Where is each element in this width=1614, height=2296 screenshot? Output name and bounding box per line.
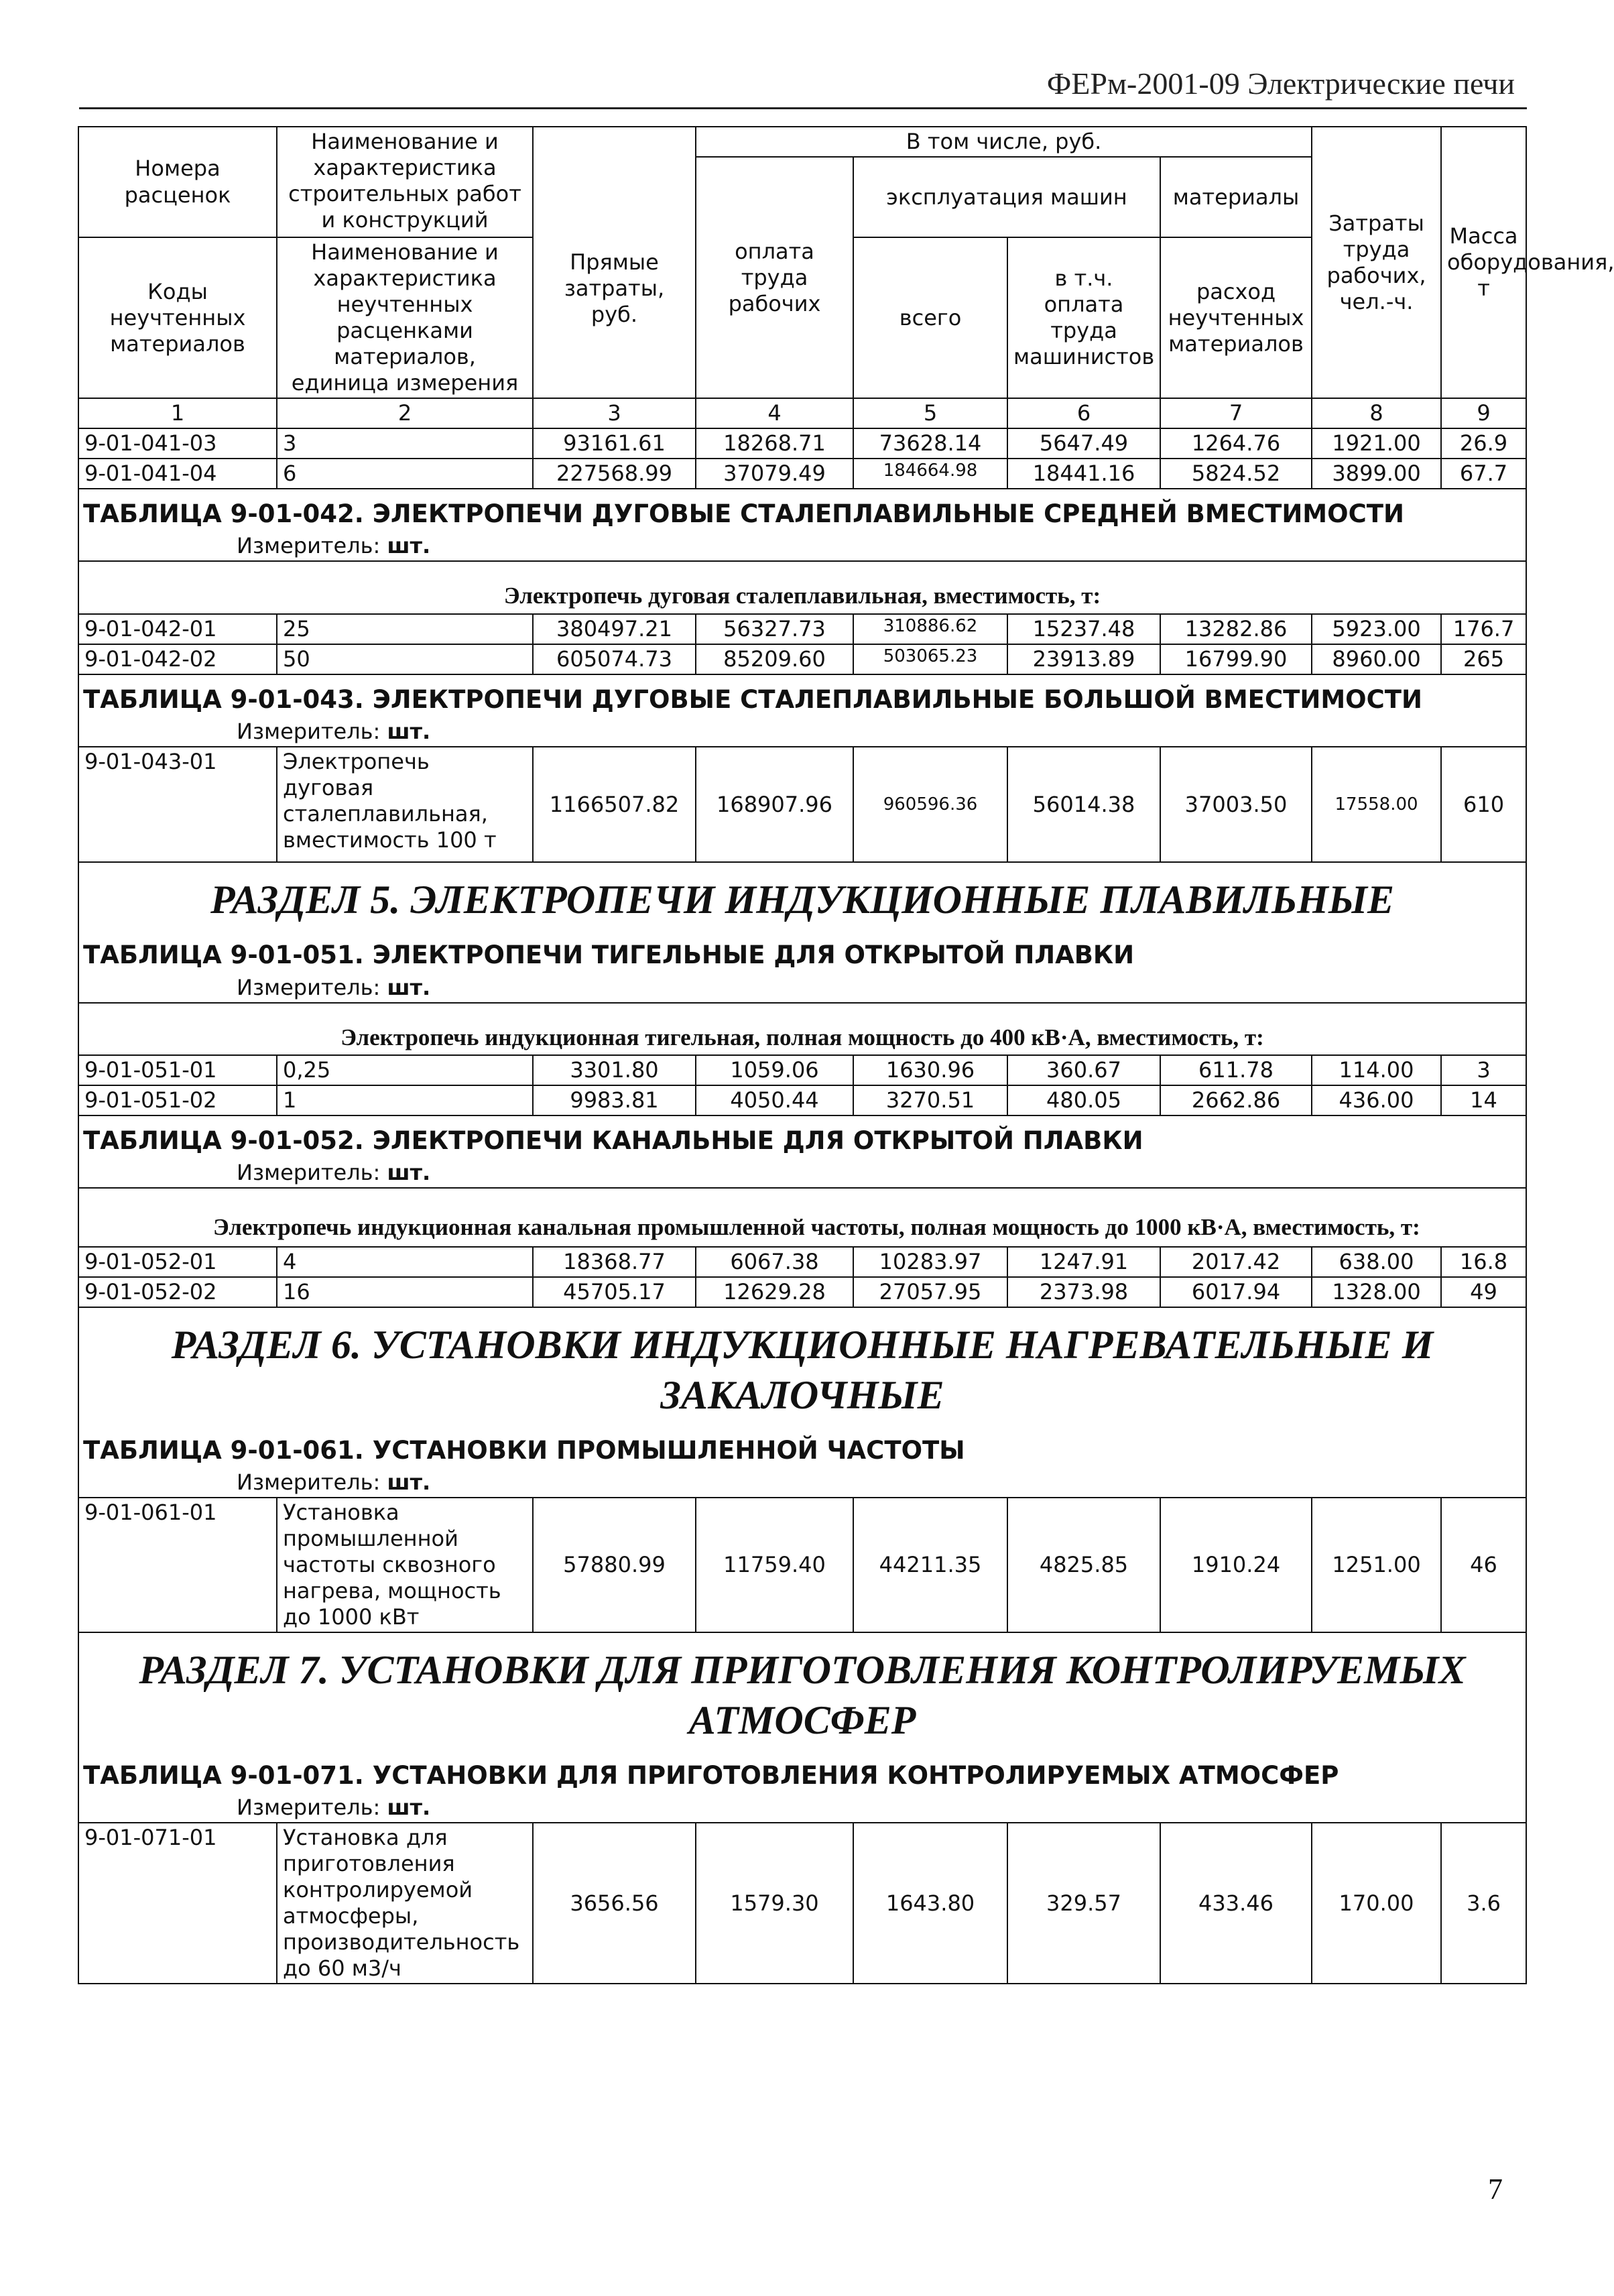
table-042-title: ТАБЛИЦА 9-01-042. ЭЛЕКТРОПЕЧИ ДУГОВЫЕ СТАЛЕПЛАВИЛЬНЫЕ СРЕДНЕЙ ВМЕСТИМОСТИ — [78, 489, 1526, 532]
rate-description: 0,25 — [277, 1055, 533, 1085]
machines-total: 10283.97 — [853, 1247, 1007, 1277]
col6-header: в т.ч. оплата труда машинистов — [1007, 237, 1160, 398]
rate-description: 25 — [277, 614, 533, 644]
column-numbers-row — [78, 398, 1526, 428]
rate-description: Установка для приготовления контролируемой атмосферы, производительность до 60 м3/ч — [277, 1823, 533, 1984]
col4-header: оплата труда рабочих — [696, 157, 853, 398]
labor-pay: 6067.38 — [696, 1247, 853, 1277]
labor-pay: 56327.73 — [696, 614, 853, 644]
equipment-mass: 14 — [1441, 1085, 1526, 1115]
machines-header: эксплуатация машин — [853, 157, 1160, 237]
machines-total: 503065.23 — [853, 644, 1007, 674]
direct-costs: 9983.81 — [533, 1085, 696, 1115]
materials-cost: 433.46 — [1160, 1823, 1312, 1984]
rate-description: 3 — [277, 428, 533, 459]
table-043-measure: Измеритель: шт. — [78, 717, 1526, 747]
rate-code: 9-01-051-02 — [78, 1085, 277, 1115]
col-num: 8 — [1312, 398, 1441, 428]
table-row — [78, 747, 1526, 862]
equipment-mass: 16.8 — [1441, 1247, 1526, 1277]
materials-cost: 2017.42 — [1160, 1247, 1312, 1277]
labor-hours: 436.00 — [1312, 1085, 1441, 1115]
table-042-measure: Измеритель: шт. — [78, 532, 1526, 561]
table-071-title: ТАБЛИЦА 9-01-071. УСТАНОВКИ ДЛЯ ПРИГОТОВЛЕНИЯ КОНТРОЛИРУЕМЫХ АТМОСФЕР — [78, 1751, 1526, 1793]
rate-description: 1 — [277, 1085, 533, 1115]
table-row — [78, 1277, 1526, 1307]
equipment-mass: 265 — [1441, 644, 1526, 674]
page-number: 7 — [1488, 2173, 1503, 2206]
machinists-pay: 15237.48 — [1007, 614, 1160, 644]
col9-header: Масса оборудования, т — [1441, 127, 1526, 398]
rows-042 — [78, 614, 1526, 674]
incl-header: В том числе, руб. — [696, 127, 1312, 157]
labor-hours: 3899.00 — [1312, 459, 1441, 489]
materials-cost: 611.78 — [1160, 1055, 1312, 1085]
col-num: 2 — [277, 398, 533, 428]
col-num: 7 — [1160, 398, 1312, 428]
equipment-mass: 26.9 — [1441, 428, 1526, 459]
section-5-title: РАЗДЕЛ 5. ЭЛЕКТРОПЕЧИ ИНДУКЦИОННЫЕ ПЛАВИЛЬНЫЕ — [78, 862, 1526, 930]
machinists-pay: 56014.38 — [1007, 747, 1160, 862]
labor-hours: 8960.00 — [1312, 644, 1441, 674]
rate-code: 9-01-041-04 — [78, 459, 277, 489]
rate-code: 9-01-051-01 — [78, 1055, 277, 1085]
equipment-mass: 176.7 — [1441, 614, 1526, 644]
labor-pay: 18268.71 — [696, 428, 853, 459]
materials-cost: 6017.94 — [1160, 1277, 1312, 1307]
machinists-pay: 360.67 — [1007, 1055, 1160, 1085]
machines-total: 3270.51 — [853, 1085, 1007, 1115]
section-7-title: РАЗДЕЛ 7. УСТАНОВКИ ДЛЯ ПРИГОТОВЛЕНИЯ КОНТРОЛИРУЕМЫХ АТМОСФЕР — [78, 1632, 1526, 1751]
equipment-mass: 67.7 — [1441, 459, 1526, 489]
labor-pay: 11759.40 — [696, 1498, 853, 1632]
table-row — [78, 1247, 1526, 1277]
materials-cost: 1264.76 — [1160, 428, 1312, 459]
table-071-measure: Измеритель: шт. — [78, 1793, 1526, 1823]
materials-cost: 5824.52 — [1160, 459, 1312, 489]
col2a-header: Наименование и характеристика строительных работ и конструкций — [277, 127, 533, 237]
table-051-measure: Измеритель: шт. — [78, 973, 1526, 1003]
labor-pay: 37079.49 — [696, 459, 853, 489]
direct-costs: 57880.99 — [533, 1498, 696, 1632]
labor-pay: 168907.96 — [696, 747, 853, 862]
equipment-mass: 3.6 — [1441, 1823, 1526, 1984]
machinists-pay: 480.05 — [1007, 1085, 1160, 1115]
direct-costs: 605074.73 — [533, 644, 696, 674]
machines-total: 1643.80 — [853, 1823, 1007, 1984]
equipment-mass: 46 — [1441, 1498, 1526, 1632]
col1b-header: Коды неучтенных материалов — [78, 237, 277, 398]
header-rule — [79, 107, 1527, 109]
labor-pay: 85209.60 — [696, 644, 853, 674]
materials-cost: 13282.86 — [1160, 614, 1312, 644]
table-061-title: ТАБЛИЦА 9-01-061. УСТАНОВКИ ПРОМЫШЛЕННОЙ ЧАСТОТЫ — [78, 1426, 1526, 1468]
labor-hours: 17558.00 — [1312, 747, 1441, 862]
col-num: 9 — [1441, 398, 1526, 428]
labor-hours: 1328.00 — [1312, 1277, 1441, 1307]
rows-041 — [78, 428, 1526, 489]
machines-total: 73628.14 — [853, 428, 1007, 459]
rate-code: 9-01-042-02 — [78, 644, 277, 674]
rate-code: 9-01-052-02 — [78, 1277, 277, 1307]
rate-description: 6 — [277, 459, 533, 489]
machines-total: 184664.98 — [853, 459, 1007, 489]
machinists-pay: 1247.91 — [1007, 1247, 1160, 1277]
materials-header: материалы — [1160, 157, 1312, 237]
machines-total: 44211.35 — [853, 1498, 1007, 1632]
direct-costs: 227568.99 — [533, 459, 696, 489]
col1a-header: Номера расценок — [78, 127, 277, 237]
machinists-pay: 23913.89 — [1007, 644, 1160, 674]
machinists-pay: 18441.16 — [1007, 459, 1160, 489]
direct-costs: 380497.21 — [533, 614, 696, 644]
direct-costs: 18368.77 — [533, 1247, 696, 1277]
table-052-subtitle: Электропечь индукционная канальная промышленной частоты, полная мощность до 1000 кВ·А, вместимость, т: — [78, 1188, 1526, 1246]
rate-code: 9-01-071-01 — [78, 1823, 277, 1984]
rate-code: 9-01-061-01 — [78, 1498, 277, 1632]
col-num: 5 — [853, 398, 1007, 428]
equipment-mass: 49 — [1441, 1277, 1526, 1307]
col2b-header: Наименование и характеристика неучтенных расценками материалов, единица измерения — [277, 237, 533, 398]
rate-description: 50 — [277, 644, 533, 674]
machines-total: 1630.96 — [853, 1055, 1007, 1085]
direct-costs: 3301.80 — [533, 1055, 696, 1085]
table-row — [78, 614, 1526, 644]
machines-total: 27057.95 — [853, 1277, 1007, 1307]
direct-costs: 1166507.82 — [533, 747, 696, 862]
machinists-pay: 2373.98 — [1007, 1277, 1160, 1307]
table-051-title: ТАБЛИЦА 9-01-051. ЭЛЕКТРОПЕЧИ ТИГЕЛЬНЫЕ ДЛЯ ОТКРЫТОЙ ПЛАВКИ — [78, 930, 1526, 973]
rate-description: Электропечь дуговая сталеплавильная, вместимость 100 т — [277, 747, 533, 862]
table-row — [78, 459, 1526, 489]
table-row — [78, 428, 1526, 459]
col7-header: расход неучтенных материалов — [1160, 237, 1312, 398]
col3-header: Прямые затраты, руб. — [533, 127, 696, 398]
table-row — [78, 1055, 1526, 1085]
materials-cost: 1910.24 — [1160, 1498, 1312, 1632]
labor-pay: 12629.28 — [696, 1277, 853, 1307]
direct-costs: 45705.17 — [533, 1277, 696, 1307]
labor-pay: 4050.44 — [696, 1085, 853, 1115]
col-num: 4 — [696, 398, 853, 428]
rows-051 — [78, 1055, 1526, 1115]
table-row — [78, 1823, 1526, 1984]
col8-header: Затраты труда рабочих, чел.-ч. — [1312, 127, 1441, 398]
labor-hours: 114.00 — [1312, 1055, 1441, 1085]
rates-table — [78, 126, 1614, 1984]
rate-code: 9-01-042-01 — [78, 614, 277, 644]
labor-hours: 1921.00 — [1312, 428, 1441, 459]
labor-hours: 5923.00 — [1312, 614, 1441, 644]
equipment-mass: 610 — [1441, 747, 1526, 862]
table-052-measure: Измеритель: шт. — [78, 1158, 1526, 1188]
table-043-title: ТАБЛИЦА 9-01-043. ЭЛЕКТРОПЕЧИ ДУГОВЫЕ СТАЛЕПЛАВИЛЬНЫЕ БОЛЬШОЙ ВМЕСТИМОСТИ — [78, 674, 1526, 717]
machines-total: 310886.62 — [853, 614, 1007, 644]
page-header-title: ФЕРм-2001-09 Электрические печи — [1046, 66, 1515, 101]
table-row — [78, 1498, 1526, 1632]
table-row — [78, 644, 1526, 674]
labor-hours: 170.00 — [1312, 1823, 1441, 1984]
direct-costs: 93161.61 — [533, 428, 696, 459]
rate-description: 16 — [277, 1277, 533, 1307]
rate-code: 9-01-043-01 — [78, 747, 277, 862]
table-061-measure: Измеритель: шт. — [78, 1468, 1526, 1498]
table-051-subtitle: Электропечь индукционная тигельная, полная мощность до 400 кВ·А, вместимость, т: — [78, 1003, 1526, 1056]
direct-costs: 3656.56 — [533, 1823, 696, 1984]
section-6-title: РАЗДЕЛ 6. УСТАНОВКИ ИНДУКЦИОННЫЕ НАГРЕВАТЕЛЬНЫЕ И ЗАКАЛОЧНЫЕ — [78, 1307, 1526, 1426]
col-num: 1 — [78, 398, 277, 428]
labor-pay: 1059.06 — [696, 1055, 853, 1085]
rate-code: 9-01-041-03 — [78, 428, 277, 459]
machinists-pay: 4825.85 — [1007, 1498, 1160, 1632]
rate-description: 4 — [277, 1247, 533, 1277]
machines-total: 960596.36 — [853, 747, 1007, 862]
labor-hours: 638.00 — [1312, 1247, 1441, 1277]
rate-code: 9-01-052-01 — [78, 1247, 277, 1277]
table-052-title: ТАБЛИЦА 9-01-052. ЭЛЕКТРОПЕЧИ КАНАЛЬНЫЕ ДЛЯ ОТКРЫТОЙ ПЛАВКИ — [78, 1115, 1526, 1158]
machinists-pay: 5647.49 — [1007, 428, 1160, 459]
rate-description: Установка промышленной частоты сквозного нагрева, мощность до 1000 кВт — [277, 1498, 533, 1632]
materials-cost: 2662.86 — [1160, 1085, 1312, 1115]
labor-pay: 1579.30 — [696, 1823, 853, 1984]
col-num: 3 — [533, 398, 696, 428]
materials-cost: 37003.50 — [1160, 747, 1312, 862]
table-042-subtitle: Электропечь дуговая сталеплавильная, вместимость, т: — [78, 561, 1526, 614]
rows-052 — [78, 1247, 1526, 1307]
labor-hours: 1251.00 — [1312, 1498, 1441, 1632]
col5-header: всего — [853, 237, 1007, 398]
materials-cost: 16799.90 — [1160, 644, 1312, 674]
col-num: 6 — [1007, 398, 1160, 428]
machinists-pay: 329.57 — [1007, 1823, 1160, 1984]
table-row — [78, 1085, 1526, 1115]
equipment-mass: 3 — [1441, 1055, 1526, 1085]
